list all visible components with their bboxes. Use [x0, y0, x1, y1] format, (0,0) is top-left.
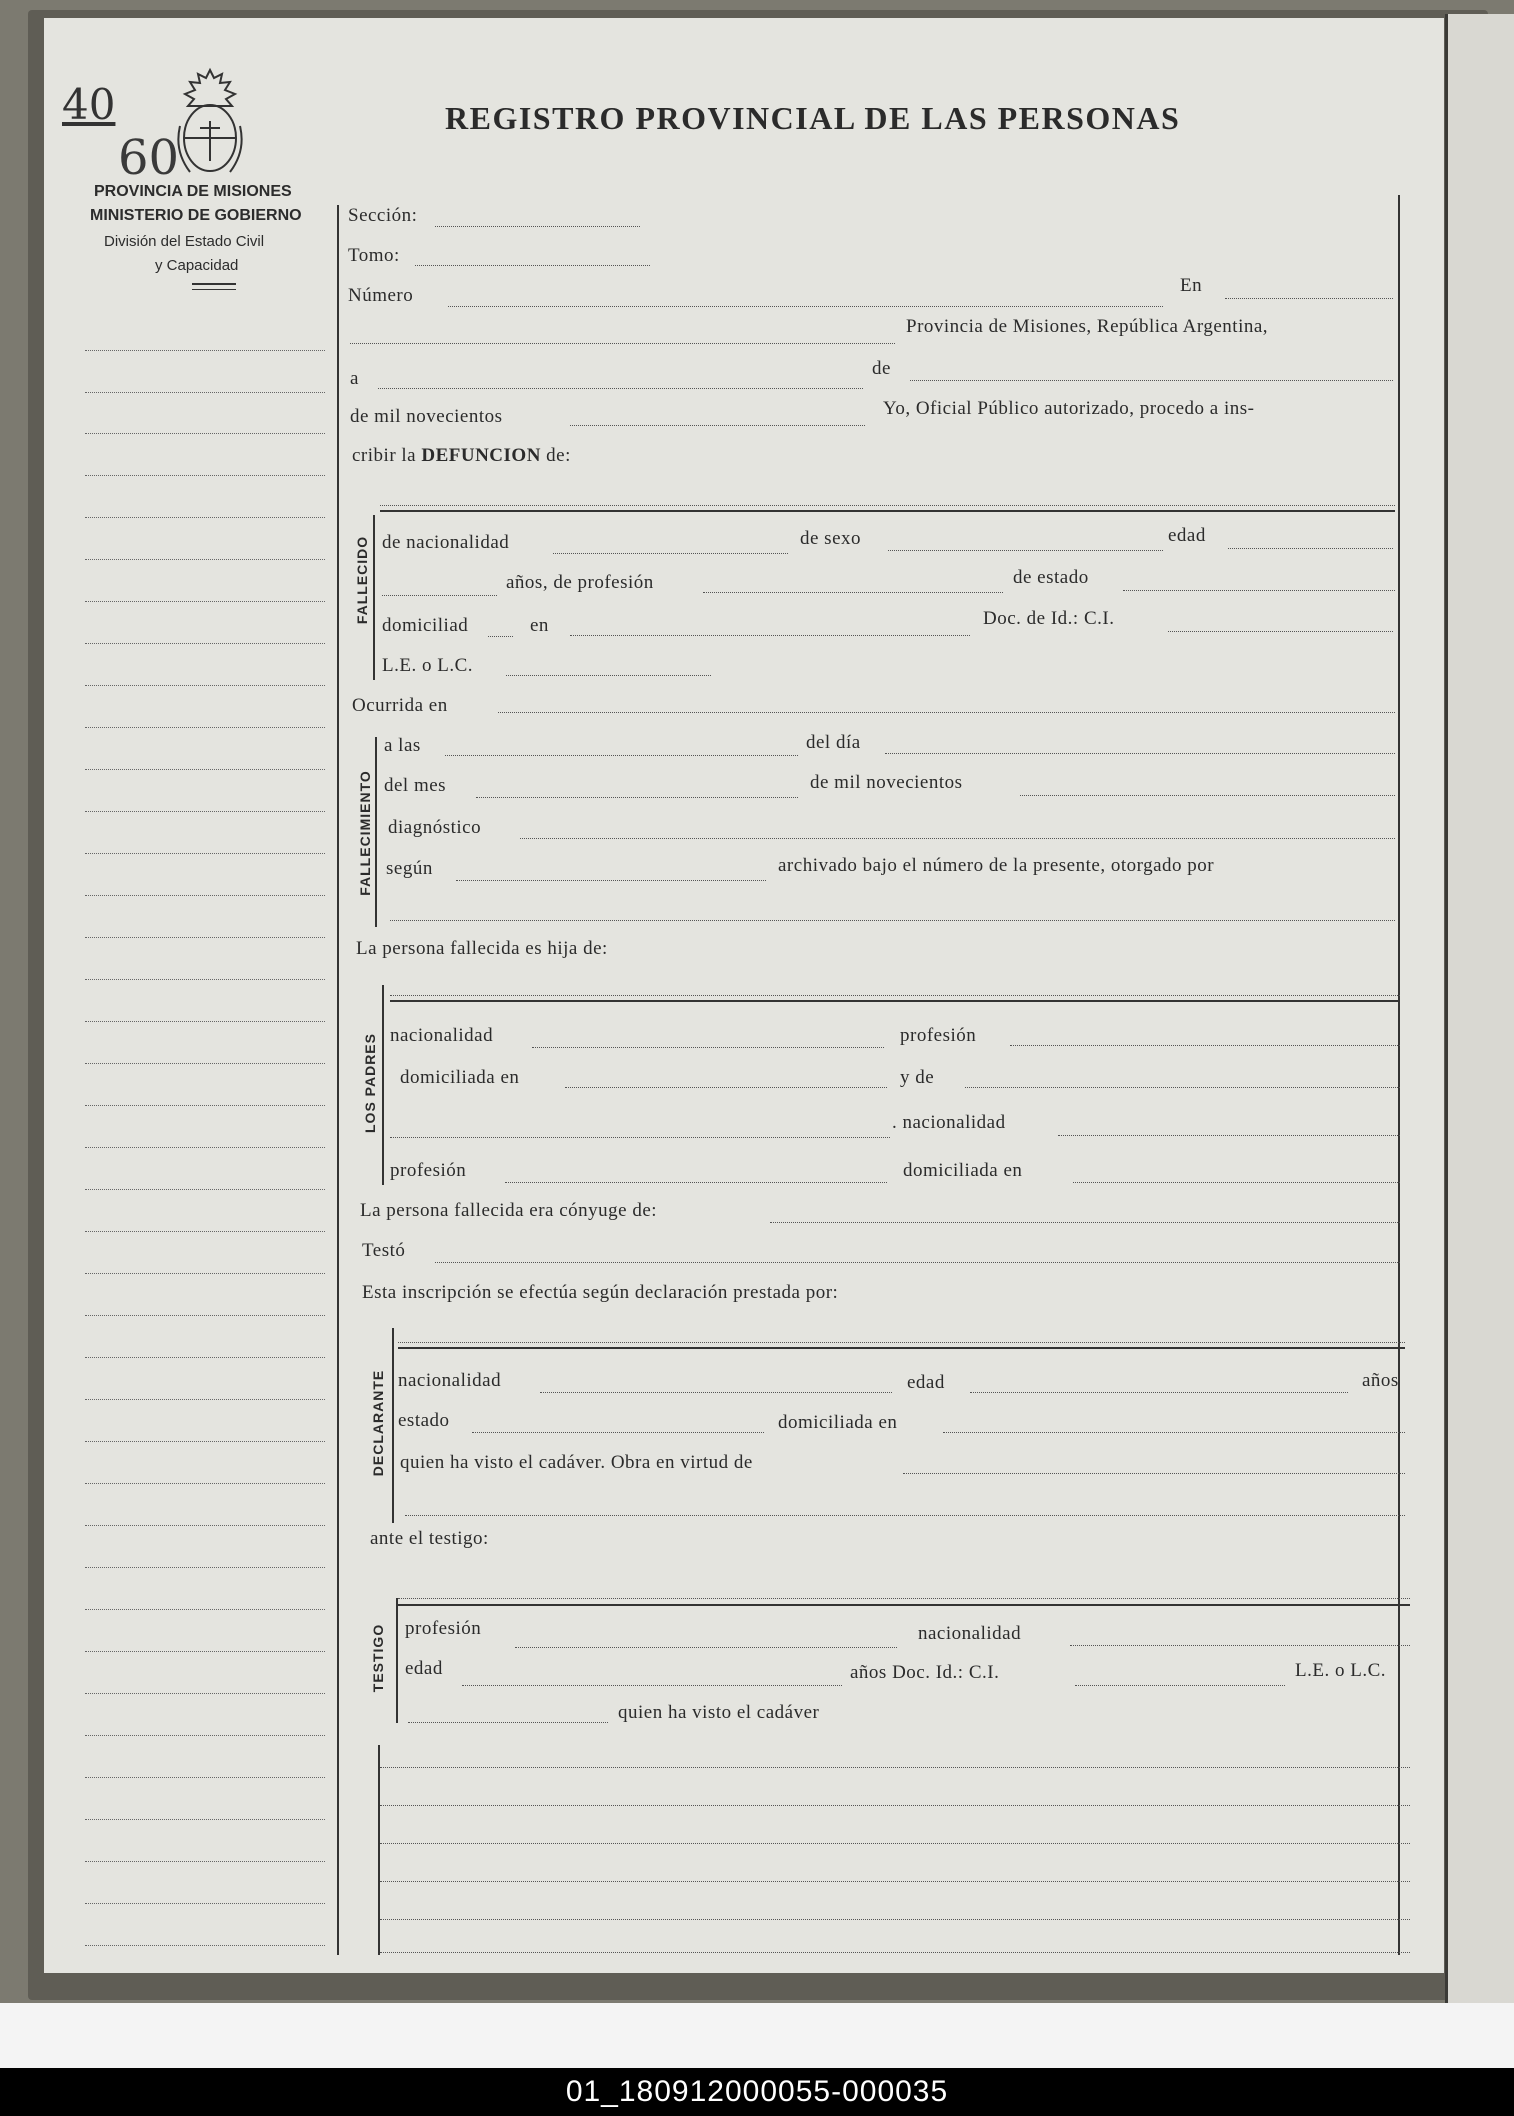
observaciones-line[interactable] — [380, 1843, 1410, 1844]
handwritten-number: 40 — [62, 80, 116, 129]
label-domiciliada-en-2: domiciliada en — [903, 1160, 1023, 1181]
field-nacionalidad-testigo[interactable] — [1070, 1645, 1410, 1646]
label-segun: según — [386, 858, 433, 879]
header-capacity: y Capacidad — [155, 257, 239, 274]
label-profesion-madre: profesión — [390, 1160, 467, 1181]
folio-number: 60 — [118, 130, 180, 186]
field-lugar[interactable] — [350, 343, 895, 344]
field-anio[interactable] — [570, 425, 865, 426]
label-de-mil-novecientos-2: de mil novecientos — [810, 772, 963, 793]
scan-margin — [0, 2003, 1514, 2068]
field-domiciliad[interactable] — [488, 636, 513, 637]
label-y-de: y de — [900, 1067, 935, 1088]
label-profesion-padre: profesión — [900, 1025, 977, 1046]
observaciones-line[interactable] — [380, 1919, 1410, 1920]
field-nombre-fallecido[interactable] — [380, 505, 1395, 506]
label-testo: Testó — [362, 1240, 406, 1261]
label-le-lc: L.E. o L.C. — [382, 655, 473, 676]
field-estado[interactable] — [1123, 590, 1395, 591]
label-numero: Número — [348, 285, 414, 306]
facing-page-edge — [1445, 14, 1514, 2004]
label-hija-de: La persona fallecida es hija de: — [356, 938, 608, 959]
field-en[interactable] — [1225, 298, 1393, 299]
field-en-virtud-cont[interactable] — [405, 1515, 1405, 1516]
label-del-mes: del mes — [384, 775, 447, 796]
label-domiciliada-en: domiciliada en — [400, 1067, 520, 1088]
label-conyuge: La persona fallecida era cónyuge de: — [360, 1200, 658, 1221]
field-numero[interactable] — [448, 306, 1163, 307]
label-a: a — [350, 368, 359, 389]
field-profesion-padre[interactable] — [1010, 1045, 1400, 1046]
label-declaracion: Esta inscripción se efectúa según declaración prestada por: — [362, 1282, 839, 1303]
page-title: REGISTRO PROVINCIAL DE LAS PERSONAS — [445, 100, 1181, 136]
label-edad: edad — [1168, 525, 1206, 546]
label-tomo: Tomo: — [348, 245, 400, 266]
label-doc-id: Doc. de Id.: C.I. — [983, 608, 1115, 629]
field-anio-fallecimiento[interactable] — [1020, 795, 1395, 796]
field-dia[interactable] — [378, 388, 863, 389]
field-tomo[interactable] — [415, 265, 650, 266]
field-nacionalidad-padre[interactable] — [532, 1047, 884, 1048]
coat-of-arms-icon — [170, 66, 250, 181]
label-le-lc-testigo: L.E. o L.C. — [1295, 1660, 1386, 1681]
label-de-estado: de estado — [1013, 567, 1089, 588]
declarante-bracket — [392, 1328, 394, 1523]
field-sexo[interactable] — [888, 550, 1163, 551]
field-nacionalidad-madre[interactable] — [1058, 1135, 1400, 1136]
label-archivado: archivado bajo el número de la presente, otorgado por — [778, 855, 1215, 876]
field-edad[interactable] — [1228, 548, 1393, 549]
label-ocurrida-en: Ocurrida en — [352, 695, 448, 716]
field-dia-fallecimiento[interactable] — [885, 753, 1395, 754]
label-anos-doc-testigo: años Doc. Id.: C.I. — [850, 1662, 1000, 1683]
label-provincia: Provincia de Misiones, República Argentina, — [906, 316, 1269, 337]
field-nacionalidad[interactable] — [553, 553, 788, 554]
label-nacionalidad-madre: . nacionalidad — [892, 1112, 1006, 1133]
field-diagnostico[interactable] — [520, 838, 1395, 839]
field-nacionalidad-declarante[interactable] — [540, 1392, 892, 1393]
side-label-fallecido: FALLECIDO — [354, 535, 370, 625]
image-caption: 01_180912000055-000035 — [0, 2068, 1514, 2116]
field-ci-testigo[interactable] — [1075, 1685, 1285, 1686]
label-diagnostico: diagnóstico — [388, 817, 482, 838]
field-testo[interactable] — [435, 1262, 1400, 1263]
field-mes[interactable] — [910, 380, 1393, 381]
field-edad-declarante[interactable] — [970, 1392, 1348, 1393]
padres-bracket — [382, 985, 384, 1185]
observaciones-line[interactable] — [380, 1881, 1410, 1882]
field-profesion[interactable] — [703, 592, 1003, 593]
header-province: PROVINCIA DE MISIONES — [94, 183, 292, 200]
header-divider — [192, 289, 236, 290]
field-domicilio-declarante[interactable] — [943, 1432, 1405, 1433]
field-madre-cont[interactable] — [390, 1137, 890, 1138]
field-padre[interactable] — [390, 995, 1400, 996]
side-label-testigo: TESTIGO — [370, 1623, 386, 1693]
field-testigo[interactable] — [398, 1598, 1410, 1599]
form-right-border — [1398, 195, 1400, 1955]
header-divider — [192, 283, 236, 285]
label-edad-testigo: edad — [405, 1658, 443, 1679]
field-ocurrida[interactable] — [498, 712, 1395, 713]
label-de-mil-novecientos: de mil novecientos — [350, 406, 503, 427]
label-profesion-testigo: profesión — [405, 1618, 482, 1639]
label-nacionalidad-declarante: nacionalidad — [398, 1370, 502, 1391]
field-hora[interactable] — [445, 755, 798, 756]
field-declarante[interactable] — [398, 1342, 1405, 1343]
field-domicilio[interactable] — [570, 635, 970, 636]
side-label-fallecimiento: FALLECIMIENTO — [357, 770, 373, 896]
observaciones-line[interactable] — [380, 1767, 1410, 1768]
label-domiciliada-declarante: domiciliada en — [778, 1412, 898, 1433]
field-testigo-cont[interactable] — [408, 1722, 608, 1723]
label-nacionalidad-padre: nacionalidad — [390, 1025, 494, 1046]
observaciones-line[interactable] — [380, 1952, 1410, 1953]
field-estado-declarante[interactable] — [472, 1432, 764, 1433]
label-nacionalidad-testigo: nacionalidad — [918, 1623, 1022, 1644]
label-yo-oficial: Yo, Oficial Público autorizado, procedo a ins- — [883, 398, 1255, 419]
observaciones-line[interactable] — [380, 1805, 1410, 1806]
field-otorgado-por[interactable] — [390, 920, 1395, 921]
section-rule — [380, 510, 1395, 512]
label-domiciliad: domiciliad — [382, 615, 469, 636]
label-anos-declarante: años — [1362, 1370, 1399, 1391]
form-left-border — [337, 205, 339, 1955]
label-de: de — [872, 358, 891, 379]
side-label-declarante: DECLARANTE — [370, 1369, 386, 1477]
field-profesion-madre[interactable] — [505, 1182, 887, 1183]
field-domicilio-padre[interactable] — [565, 1087, 887, 1088]
field-segun[interactable] — [456, 880, 766, 881]
label-en: En — [1180, 275, 1203, 296]
field-seccion[interactable] — [435, 226, 640, 227]
field-madre[interactable] — [965, 1087, 1400, 1088]
header-ministry: MINISTERIO DE GOBIERNO — [90, 207, 302, 224]
label-ante-testigo: ante el testigo: — [370, 1528, 489, 1549]
section-rule — [398, 1347, 1405, 1349]
field-mes-fallecimiento[interactable] — [476, 797, 798, 798]
label-estado-declarante: estado — [398, 1410, 450, 1431]
field-en-virtud-de[interactable] — [903, 1473, 1405, 1474]
label-de-sexo: de sexo — [800, 528, 862, 549]
header-division: División del Estado Civil — [104, 233, 265, 250]
field-conyuge[interactable] — [770, 1222, 1400, 1223]
label-del-dia: del día — [806, 732, 861, 753]
field-anos[interactable] — [382, 595, 497, 596]
fallecimiento-bracket — [375, 737, 377, 927]
label-visto-cadaver: quien ha visto el cadáver. Obra en virtud de — [400, 1452, 753, 1473]
observaciones-bracket — [378, 1745, 380, 1955]
label-anos-profesion: años, de profesión — [506, 572, 654, 593]
section-rule — [398, 1604, 1410, 1606]
fallecido-bracket — [373, 515, 375, 680]
label-de-nacionalidad: de nacionalidad — [382, 532, 510, 553]
field-profesion-testigo[interactable] — [515, 1647, 897, 1648]
section-rule — [390, 1000, 1400, 1002]
testigo-bracket — [396, 1598, 398, 1723]
side-label-padres: LOS PADRES — [362, 1033, 378, 1133]
label-cribir: cribir la DEFUNCION de: — [352, 445, 571, 466]
field-ci[interactable] — [1168, 631, 1393, 632]
label-a-las: a las — [384, 735, 421, 756]
label-en-domicilio: en — [530, 615, 549, 636]
label-visto-cadaver-2: quien ha visto el cadáver — [618, 1702, 820, 1723]
field-le-lc[interactable] — [506, 675, 711, 676]
label-seccion: Sección: — [348, 205, 418, 226]
label-edad-declarante: edad — [907, 1372, 945, 1393]
field-edad-testigo[interactable] — [462, 1685, 842, 1686]
field-domicilio-madre[interactable] — [1073, 1182, 1400, 1183]
